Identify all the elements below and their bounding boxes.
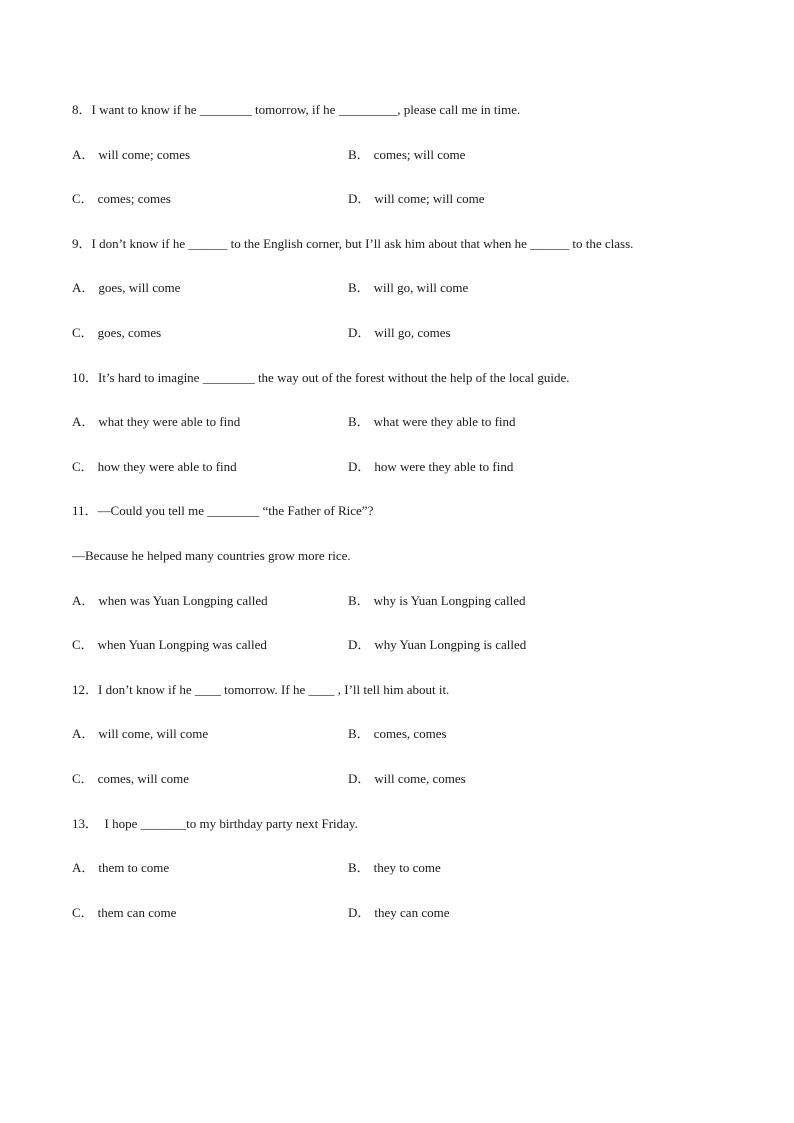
question-8-option-a: A． will come; comes xyxy=(72,146,191,162)
question-11-stem: 11．—Could you tell me ________ “the Father of Rice”? xyxy=(72,503,374,519)
question-9 xyxy=(72,235,732,369)
question-12-option-c: C． comes, will come xyxy=(72,770,190,786)
question-10 xyxy=(72,369,732,503)
question-9-stem: 9．I don’t know if he ______ to the English corner, but I’ll ask him about that when he ______ to the class. xyxy=(72,235,634,251)
question-8-options-row-2 xyxy=(72,190,732,235)
question-9-options-row-2 xyxy=(72,324,732,369)
question-10-options-row-2 xyxy=(72,458,732,503)
question-12 xyxy=(72,681,732,815)
question-8-options-row-1 xyxy=(72,146,732,191)
question-13-stem: 13． I hope _______to my birthday party next Friday. xyxy=(72,815,358,831)
question-10-options-row-1 xyxy=(72,413,732,458)
question-11-option-b: B． why is Yuan Longping called xyxy=(348,592,526,608)
question-12-option-a: A． will come, will come xyxy=(72,726,209,742)
question-12-options-row-2 xyxy=(72,770,732,815)
question-11 xyxy=(72,502,732,680)
question-9-options-row-1 xyxy=(72,279,732,324)
question-10-stem: 10．It’s hard to imagine ________ the way out of the forest without the help of the local guide. xyxy=(72,369,570,385)
question-13-option-d: D． they can come xyxy=(348,904,450,920)
worksheet-page xyxy=(72,101,732,948)
question-10-option-d: D． how were they able to find xyxy=(348,458,514,474)
question-8-option-b: B． comes; will come xyxy=(348,146,466,162)
question-12-options-row-1 xyxy=(72,725,732,770)
question-11-option-c: C． when Yuan Longping was called xyxy=(72,637,267,653)
question-9-option-a: A． goes, will come xyxy=(72,280,181,296)
question-13 xyxy=(72,815,732,949)
question-13-option-c: C． them can come xyxy=(72,904,177,920)
question-13-options-row-1 xyxy=(72,859,732,904)
question-10-option-b: B． what were they able to find xyxy=(348,414,516,430)
question-11-options-row-2 xyxy=(72,636,732,681)
question-8-option-d: D． will come; will come xyxy=(348,191,485,207)
question-11-options-row-1 xyxy=(72,592,732,637)
question-10-option-a: A． what they were able to find xyxy=(72,414,241,430)
question-9-option-d: D． will go, comes xyxy=(348,324,451,340)
question-9-option-c: C． goes, comes xyxy=(72,324,162,340)
question-9-option-b: B． will go, will come xyxy=(348,280,469,296)
question-12-option-b: B． comes, comes xyxy=(348,726,447,742)
question-8 xyxy=(72,101,732,235)
question-8-option-c: C． comes; comes xyxy=(72,191,171,207)
question-12-option-d: D． will come, comes xyxy=(348,770,466,786)
question-12-stem: 12．I don’t know if he ____ tomorrow. If he ____ , I’ll tell him about it. xyxy=(72,681,450,697)
question-13-option-b: B． they to come xyxy=(348,860,441,876)
question-11-option-d: D． why Yuan Longping is called xyxy=(348,637,527,653)
question-11-answer-line: —Because he helped many countries grow more rice. xyxy=(72,547,351,563)
question-10-option-c: C． how they were able to find xyxy=(72,458,237,474)
question-11-option-a: A． when was Yuan Longping called xyxy=(72,592,268,608)
question-13-option-a: A． them to come xyxy=(72,860,170,876)
question-13-options-row-2 xyxy=(72,904,732,949)
question-8-stem: 8．I want to know if he ________ tomorrow, if he _________, please call me in time. xyxy=(72,102,521,117)
